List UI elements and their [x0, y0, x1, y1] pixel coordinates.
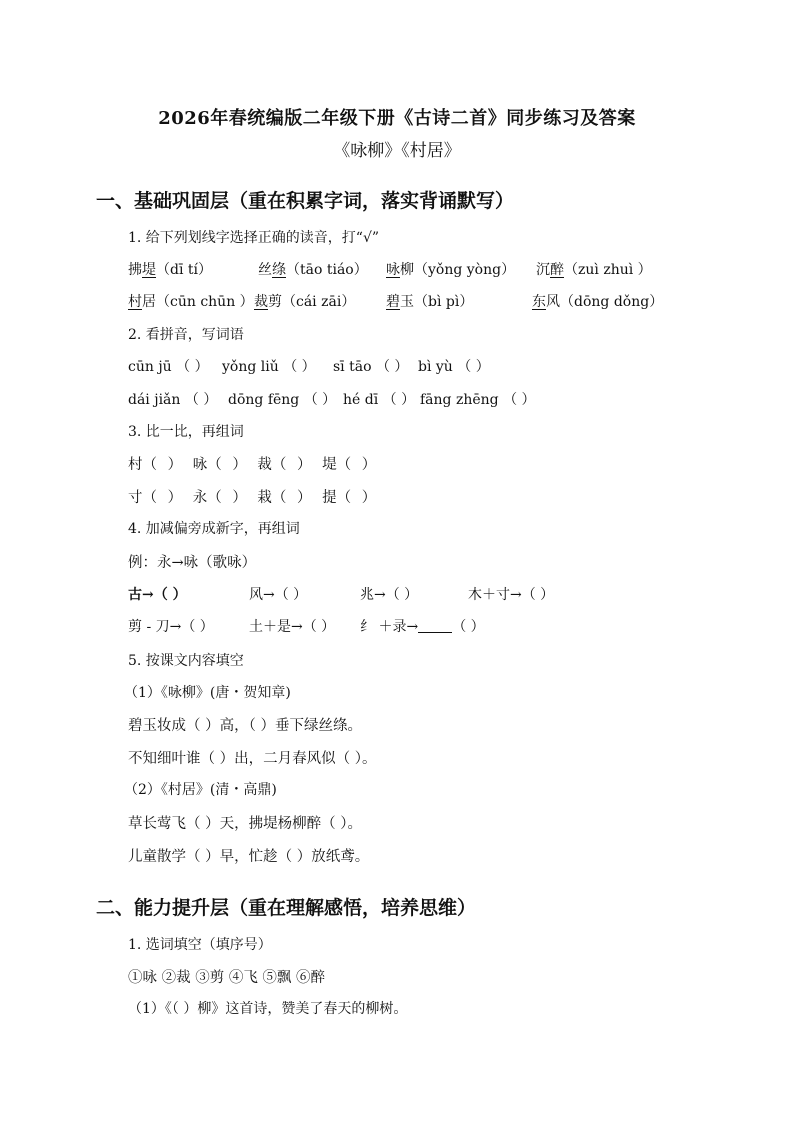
page-title: 2026年春统编版二年级下册《古诗二首》同步练习及答案: [158, 108, 636, 129]
q4-item: 兆→（ ）: [360, 587, 419, 603]
poem1-line: 不知细叶谁（ ）出，二月春风似（ ）。: [128, 751, 377, 767]
section1-heading: 一、基础巩固层（重在积累字词，落实背诵默写）: [96, 190, 515, 212]
q3-prompt: 3. 比一比，再组词: [128, 424, 244, 440]
q3-row: 寸（ ） 永（ ） 栽（ ） 提（ ）: [128, 490, 377, 506]
poem2-title: （2）《村居》(清・高鼎): [124, 782, 277, 798]
q2-item: yǒng liǔ （ ）: [222, 359, 316, 375]
q4-item: 木＋寸→（ ）: [468, 587, 555, 603]
q2-item: fāng zhēng （ ）: [420, 392, 536, 408]
q1-prompt: 1. 给下列划线字选择正确的读音，打“√”: [128, 230, 380, 246]
s2-q1-prompt: 1. 选词填空（填序号）: [128, 937, 272, 953]
s2-q1-item: （1）《（ ）柳》这首诗，赞美了春天的柳树。: [128, 1001, 408, 1017]
q4-item: 风→（ ）: [249, 587, 308, 603]
q4-item: 剪 - 刀→（ ）: [128, 619, 214, 635]
q4-item: 纟 ＋录→ （ ）: [360, 619, 485, 635]
q2-item: bì yù （ ）: [418, 359, 490, 375]
q1-item: 丝绦（tāo tiáo）: [258, 262, 368, 278]
q2-item: cūn jū （ ）: [128, 359, 209, 375]
q2-item: hé dī （ ）: [343, 392, 416, 408]
q4-item: 古→（ ）: [128, 587, 187, 603]
poem2-line: 草长莺飞（ ）天，拂堤杨柳醉（ ）。: [128, 816, 362, 832]
poem2-line: 儿童散学（ ）早，忙趁（ ）放纸鸢。: [128, 849, 370, 865]
q1-item: 拂堤（dī tí）: [128, 262, 212, 278]
q1-item: 东风（dōng dǒng）: [532, 294, 664, 310]
q4-example: 例：永→咏（歌咏）: [128, 555, 257, 571]
q4-item: 土＋是→（ ）: [249, 619, 336, 635]
q2-item: dái jiǎn （ ）: [128, 392, 218, 408]
q3-row: 村（ ） 咏（ ） 裁（ ） 堤（ ）: [128, 457, 377, 473]
q4-prompt: 4. 加减偏旁成新字，再组词: [128, 521, 300, 537]
q1-item: 村居（cūn chūn ）: [128, 294, 254, 310]
q1-item: 碧玉（bì pì）: [386, 294, 474, 310]
q5-prompt: 5. 按课文内容填空: [128, 653, 244, 669]
section2-heading: 二、能力提升层（重在理解感悟，培养思维）: [96, 897, 477, 919]
page-subtitle: 《咏柳》《村居》: [333, 141, 461, 161]
answer-blank: [418, 620, 452, 633]
q1-item: 裁剪（cái zāi）: [254, 294, 356, 310]
s2-q1-options: ①咏 ②裁 ③剪 ④飞 ⑤飘 ⑥醉: [128, 970, 326, 986]
q2-item: dōng fēng （ ）: [228, 392, 337, 408]
q2-item: sī tāo （ ）: [333, 359, 409, 375]
q2-prompt: 2. 看拼音，写词语: [128, 327, 244, 343]
q1-item: 咏柳（yǒng yòng）: [386, 262, 516, 278]
poem1-line: 碧玉妆成（ ）高，（ ）垂下绿丝绦。: [128, 718, 362, 734]
q1-item: 沉醉（zuì zhuì ）: [536, 262, 652, 278]
poem1-title: （1）《咏柳》(唐・贺知章): [124, 685, 291, 701]
